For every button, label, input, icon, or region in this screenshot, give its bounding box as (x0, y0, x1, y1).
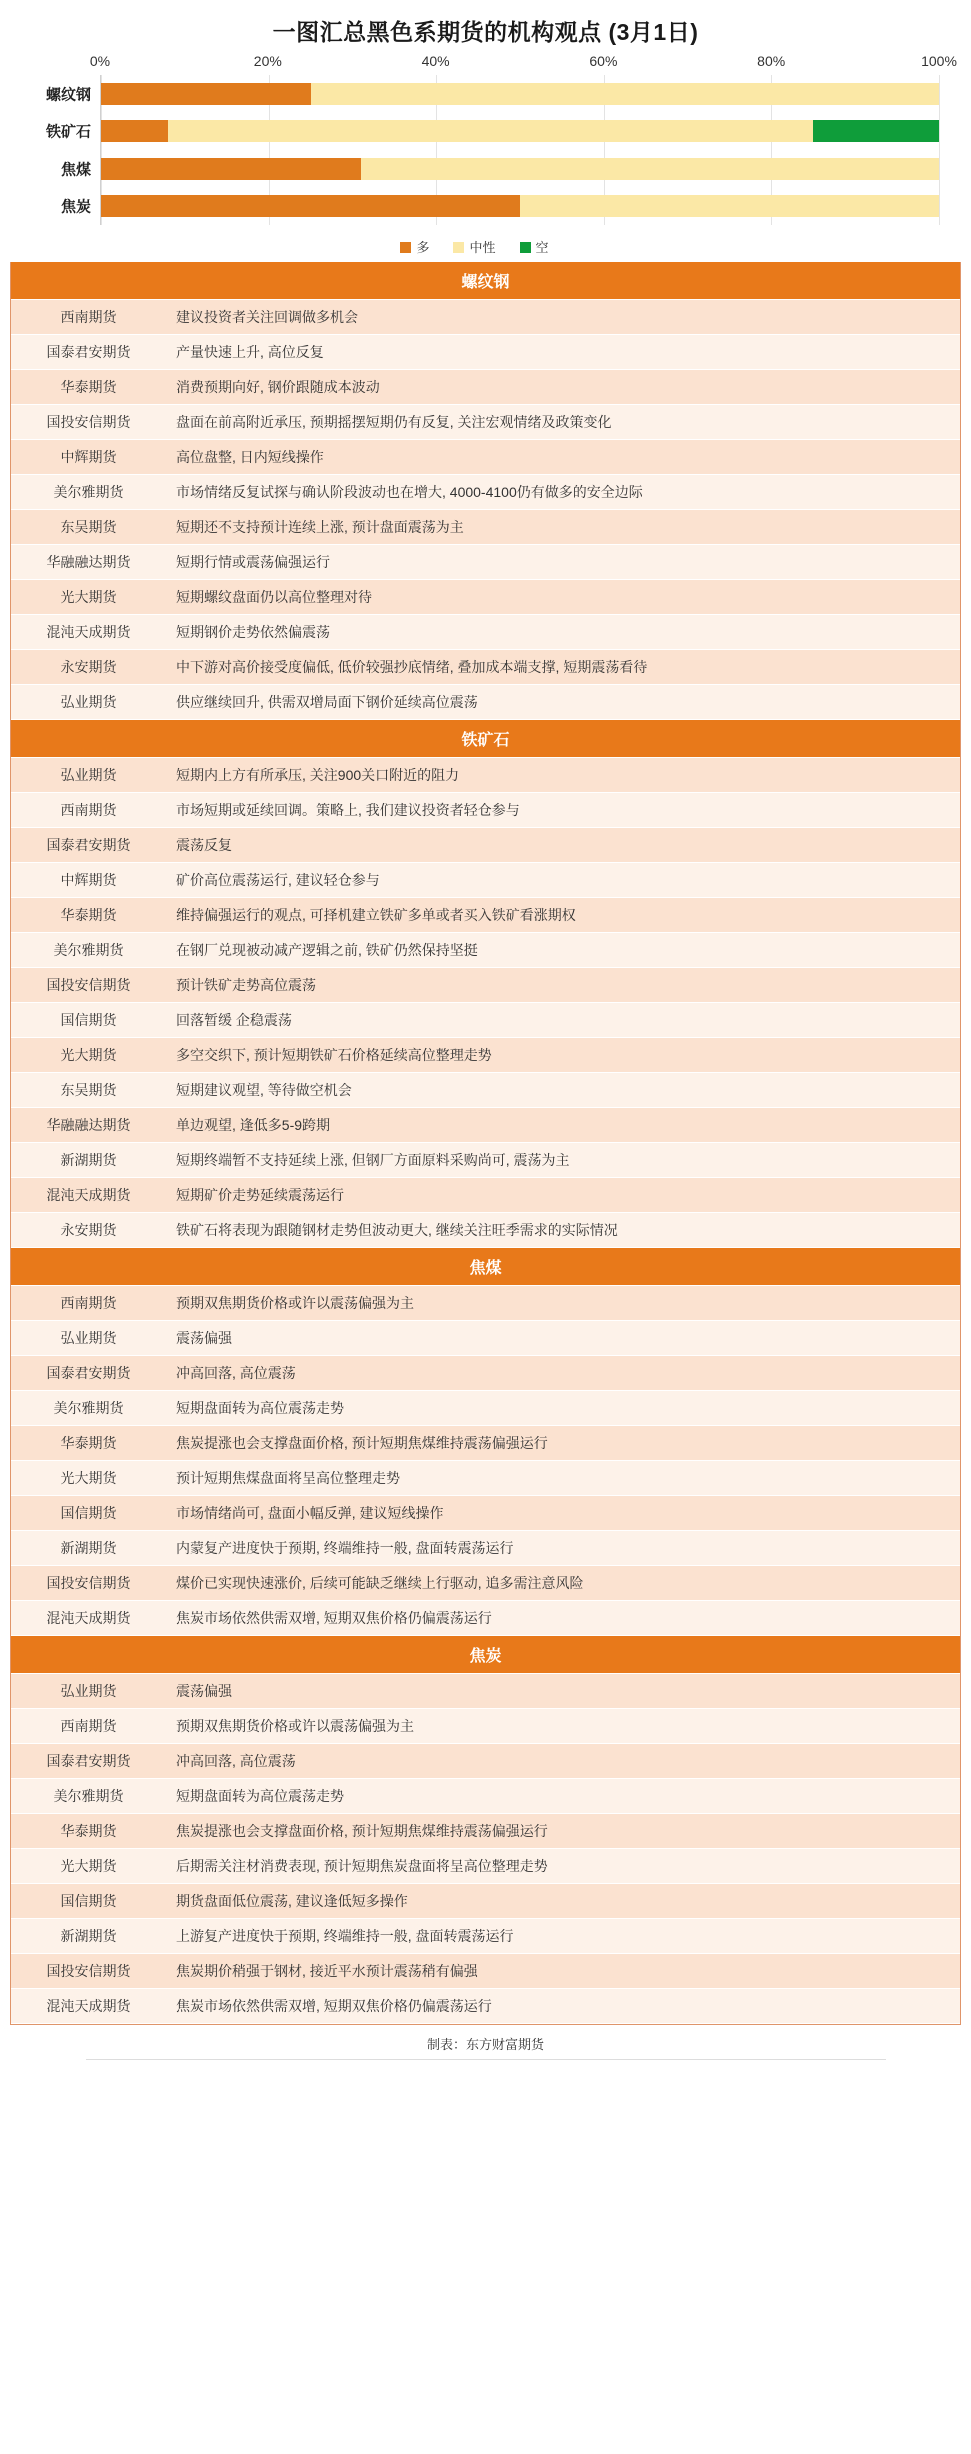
table-row (11, 545, 960, 580)
table-row (11, 1989, 960, 2024)
institution-name: 华泰期货 (60, 907, 117, 923)
table-row (11, 510, 960, 545)
category-label: 螺纹钢 (45, 86, 91, 104)
institution-name: 西南期货 (60, 1295, 117, 1311)
institution-name: 光大期货 (60, 1047, 117, 1063)
table-row (11, 1356, 960, 1391)
opinion-text: 震荡偏强 (176, 1683, 232, 1699)
institution-name: 东吴期货 (60, 519, 117, 535)
institution-name: 弘业期货 (60, 694, 117, 710)
opinion-text: 短期终端暂不支持延续上涨, 但钢厂方面原料采购尚可, 震荡为主 (176, 1152, 570, 1168)
institution-name: 国投安信期货 (46, 1575, 131, 1591)
institution-name: 国泰君安期货 (46, 1753, 131, 1769)
table-row (11, 1321, 960, 1356)
institution-name: 美尔雅期货 (53, 1400, 124, 1416)
bar-row (45, 83, 939, 105)
institution-name: 美尔雅期货 (53, 1788, 124, 1804)
opinion-text: 消费预期向好, 钢价跟随成本波动 (176, 379, 380, 395)
bar-row (60, 195, 939, 217)
institution-name: 混沌天成期货 (46, 1610, 131, 1626)
bar-segment-中性 (520, 195, 939, 217)
x-tick-label: 60% (589, 53, 618, 69)
table-row (11, 1779, 960, 1814)
table-row (11, 1566, 960, 1601)
institution-name: 中辉期货 (60, 449, 117, 465)
table-row (11, 335, 960, 370)
table-row (11, 1073, 960, 1108)
opinion-text: 回落暂缓 企稳震荡 (176, 1012, 292, 1028)
institution-name: 新湖期货 (60, 1928, 117, 1944)
table-row (11, 1391, 960, 1426)
institution-name: 国投安信期货 (46, 977, 131, 993)
opinion-text: 短期行情或震荡偏强运行 (176, 554, 330, 570)
opinion-text: 短期钢价走势依然偏震荡 (176, 624, 330, 640)
table-row (11, 1674, 960, 1709)
institution-name: 国泰君安期货 (46, 837, 131, 853)
table-row (11, 1496, 960, 1531)
institution-name: 国信期货 (60, 1893, 117, 1909)
table-row (11, 1178, 960, 1213)
table-row (11, 758, 960, 793)
institution-name: 光大期货 (60, 1470, 117, 1486)
institution-name: 西南期货 (60, 802, 117, 818)
legend-item (400, 237, 429, 256)
legend-swatch-icon (520, 242, 531, 253)
table-row (11, 1601, 960, 1636)
opinion-text: 市场短期或延续回调。策略上, 我们建议投资者轻仓参与 (176, 802, 520, 818)
category-label: 焦炭 (60, 198, 91, 216)
institution-name: 国信期货 (60, 1505, 117, 1521)
institution-name: 新湖期货 (60, 1540, 117, 1556)
table-row (11, 1038, 960, 1073)
footer-note: 制表：东方财富期货 (0, 2025, 971, 2059)
institution-name: 国投安信期货 (46, 414, 131, 430)
legend-swatch-icon (400, 242, 411, 253)
bar-segment-多 (101, 158, 361, 180)
institution-name: 华泰期货 (60, 379, 117, 395)
institution-name: 混沌天成期货 (46, 1187, 131, 1203)
opinion-text: 震荡反复 (176, 837, 232, 853)
institution-name: 西南期货 (60, 1718, 117, 1734)
institution-name: 华融融达期货 (46, 554, 131, 570)
group-header-螺纹钢: 螺纹钢 (11, 262, 960, 300)
opinion-text: 矿价高位震荡运行, 建议轻仓参与 (176, 872, 380, 888)
institution-name: 永安期货 (60, 659, 117, 675)
x-tick-label: 80% (757, 53, 786, 69)
table-row (11, 300, 960, 335)
opinion-text: 建议投资者关注回调做多机会 (176, 309, 358, 325)
group-header-铁矿石: 铁矿石 (11, 720, 960, 758)
table-row (11, 968, 960, 1003)
bar-row (60, 158, 939, 180)
opinion-text: 短期建议观望, 等待做空机会 (176, 1082, 352, 1098)
opinion-text: 供应继续回升, 供需双增局面下钢价延续高位震荡 (176, 694, 478, 710)
opinion-text: 市场情绪反复试探与确认阶段波动也在增大, 4000-4100仍有做多的安全边际 (176, 484, 643, 500)
opinion-text: 预期双焦期货价格或许以震荡偏强为主 (176, 1295, 414, 1311)
table-row (11, 1954, 960, 1989)
institution-name: 混沌天成期货 (46, 624, 131, 640)
table-row (11, 615, 960, 650)
institution-name: 光大期货 (60, 1858, 117, 1874)
table-row (11, 1919, 960, 1954)
stacked-bar-chart (45, 53, 957, 231)
legend-label: 空 (535, 240, 549, 255)
table-row (11, 933, 960, 968)
opinion-text: 短期盘面转为高位震荡走势 (176, 1788, 344, 1804)
category-label: 焦煤 (60, 161, 91, 179)
page-title: 一图汇总黑色系期货的机构观点 (3月1日) (272, 19, 699, 45)
opinion-text: 焦炭期价稍强于钢材, 接近平水预计震荡稍有偏强 (176, 1963, 478, 1979)
chart-container (0, 53, 971, 262)
institution-name: 新湖期货 (60, 1152, 117, 1168)
table-row (11, 440, 960, 475)
opinion-text: 焦炭市场依然供需双增, 短期双焦价格仍偏震荡运行 (176, 1610, 492, 1626)
opinion-text: 预计铁矿走势高位震荡 (176, 977, 316, 993)
table-row (11, 580, 960, 615)
opinion-text: 维持偏强运行的观点, 可择机建立铁矿多单或者买入铁矿看涨期权 (176, 907, 576, 923)
table-row (11, 863, 960, 898)
table-row (11, 1531, 960, 1566)
gridline (939, 75, 940, 225)
table-row (11, 1003, 960, 1038)
bar-row (45, 120, 939, 142)
x-tick-label: 100% (921, 53, 957, 69)
x-tick-label: 40% (421, 53, 450, 69)
table-row (11, 828, 960, 863)
opinion-text: 单边观望, 逢低多5-9跨期 (176, 1117, 331, 1133)
table-row (11, 793, 960, 828)
institution-name: 东吴期货 (60, 1082, 117, 1098)
bar-segment-多 (101, 120, 168, 142)
institution-name: 华融融达期货 (46, 1117, 131, 1133)
opinion-text: 预计短期焦煤盘面将呈高位整理走势 (176, 1470, 400, 1486)
table-row (11, 1849, 960, 1884)
institution-name: 弘业期货 (60, 767, 117, 783)
table-row (11, 370, 960, 405)
table-row (11, 650, 960, 685)
bar-segment-空 (813, 120, 939, 142)
opinion-text: 煤价已实现快速涨价, 后续可能缺乏继续上行驱动, 追多需注意风险 (176, 1575, 584, 1591)
chart-legend (10, 237, 939, 262)
institution-name: 华泰期货 (60, 1823, 117, 1839)
table-row (11, 1461, 960, 1496)
opinion-text: 盘面在前高附近承压, 预期摇摆短期仍有反复, 关注宏观情绪及政策变化 (176, 414, 612, 430)
opinion-text: 焦炭提涨也会支撑盘面价格, 预计短期焦煤维持震荡偏强运行 (176, 1435, 548, 1451)
x-tick-label: 0% (89, 53, 111, 69)
bar-segment-中性 (361, 158, 939, 180)
opinion-text: 铁矿石将表现为跟随钢材走势但波动更大, 继续关注旺季需求的实际情况 (176, 1222, 618, 1238)
opinion-text: 短期还不支持预计连续上涨, 预计盘面震荡为主 (176, 519, 464, 535)
bar-segment-多 (101, 83, 311, 105)
opinion-text: 期货盘面低位震荡, 建议逢低短多操作 (176, 1893, 408, 1909)
institution-name: 国泰君安期货 (46, 344, 131, 360)
opinion-text: 震荡偏强 (176, 1330, 232, 1346)
opinion-text: 在钢厂兑现被动减产逻辑之前, 铁矿仍然保持坚挺 (176, 942, 478, 958)
opinion-text: 上游复产进度快于预期, 终端维持一般, 盘面转震荡运行 (176, 1928, 514, 1944)
table-row (11, 898, 960, 933)
legend-label: 多 (416, 240, 430, 255)
opinion-text: 冲高回落, 高位震荡 (176, 1365, 296, 1381)
opinion-text: 焦炭提涨也会支撑盘面价格, 预计短期焦煤维持震荡偏强运行 (176, 1823, 548, 1839)
opinion-text: 内蒙复产进度快于预期, 终端维持一般, 盘面转震荡运行 (176, 1540, 514, 1556)
institution-name: 弘业期货 (60, 1330, 117, 1346)
legend-item (453, 237, 495, 256)
opinion-text: 中下游对高价接受度偏低, 低价较强抄底情绪, 叠加成本端支撑, 短期震荡看待 (176, 659, 648, 675)
institution-name: 混沌天成期货 (46, 1998, 131, 2014)
footer-divider (86, 2059, 886, 2073)
opinion-text: 多空交织下, 预计短期铁矿石价格延续高位整理走势 (176, 1047, 492, 1063)
institution-name: 美尔雅期货 (53, 942, 124, 958)
table-row (11, 1884, 960, 1919)
table-row (11, 1709, 960, 1744)
table-row (11, 685, 960, 720)
institution-name: 中辉期货 (60, 872, 117, 888)
table-row (11, 1143, 960, 1178)
table-row (11, 475, 960, 510)
opinion-text: 产量快速上升, 高位反复 (176, 344, 324, 360)
institution-name: 弘业期货 (60, 1683, 117, 1699)
opinion-text: 短期盘面转为高位震荡走势 (176, 1400, 344, 1416)
bar-segment-中性 (311, 83, 940, 105)
institution-name: 光大期货 (60, 589, 117, 605)
opinion-text: 后期需关注材消费表现, 预计短期焦炭盘面将呈高位整理走势 (176, 1858, 548, 1874)
opinion-text: 高位盘整, 日内短线操作 (176, 449, 324, 465)
plot-area (45, 75, 939, 225)
table-row (11, 1814, 960, 1849)
group-header-焦炭: 焦炭 (11, 1636, 960, 1674)
table-row (11, 1213, 960, 1248)
group-header-焦煤: 焦煤 (11, 1248, 960, 1286)
institution-name: 西南期货 (60, 309, 117, 325)
opinion-text: 冲高回落, 高位震荡 (176, 1753, 296, 1769)
table-row (11, 1286, 960, 1321)
category-label: 铁矿石 (45, 123, 91, 141)
institution-name: 国投安信期货 (46, 1963, 131, 1979)
institution-name: 美尔雅期货 (53, 484, 124, 500)
bar-segment-中性 (168, 120, 813, 142)
bar-segment-多 (101, 195, 520, 217)
opinion-text: 焦炭市场依然供需双增, 短期双焦价格仍偏震荡运行 (176, 1998, 492, 2014)
opinion-text: 短期矿价走势延续震荡运行 (176, 1187, 344, 1203)
institution-name: 华泰期货 (60, 1435, 117, 1451)
opinions-table (10, 262, 961, 2025)
x-tick-label: 20% (253, 53, 282, 69)
institution-name: 国信期货 (60, 1012, 117, 1028)
table-row (11, 405, 960, 440)
opinion-text: 短期内上方有所承压, 关注900关口附近的阻力 (176, 767, 460, 783)
institution-name: 国泰君安期货 (46, 1365, 131, 1381)
table-row (11, 1744, 960, 1779)
table-row (11, 1108, 960, 1143)
opinion-text: 短期螺纹盘面仍以高位整理对待 (176, 589, 372, 605)
institution-name: 永安期货 (60, 1222, 117, 1238)
legend-swatch-icon (453, 242, 464, 253)
legend-item (520, 237, 549, 256)
opinion-text: 预期双焦期货价格或许以震荡偏强为主 (176, 1718, 414, 1734)
x-axis-ticks (89, 53, 957, 75)
legend-label: 中性 (469, 240, 496, 255)
table-row (11, 1426, 960, 1461)
opinion-text: 市场情绪尚可, 盘面小幅反弹, 建议短线操作 (176, 1505, 444, 1521)
